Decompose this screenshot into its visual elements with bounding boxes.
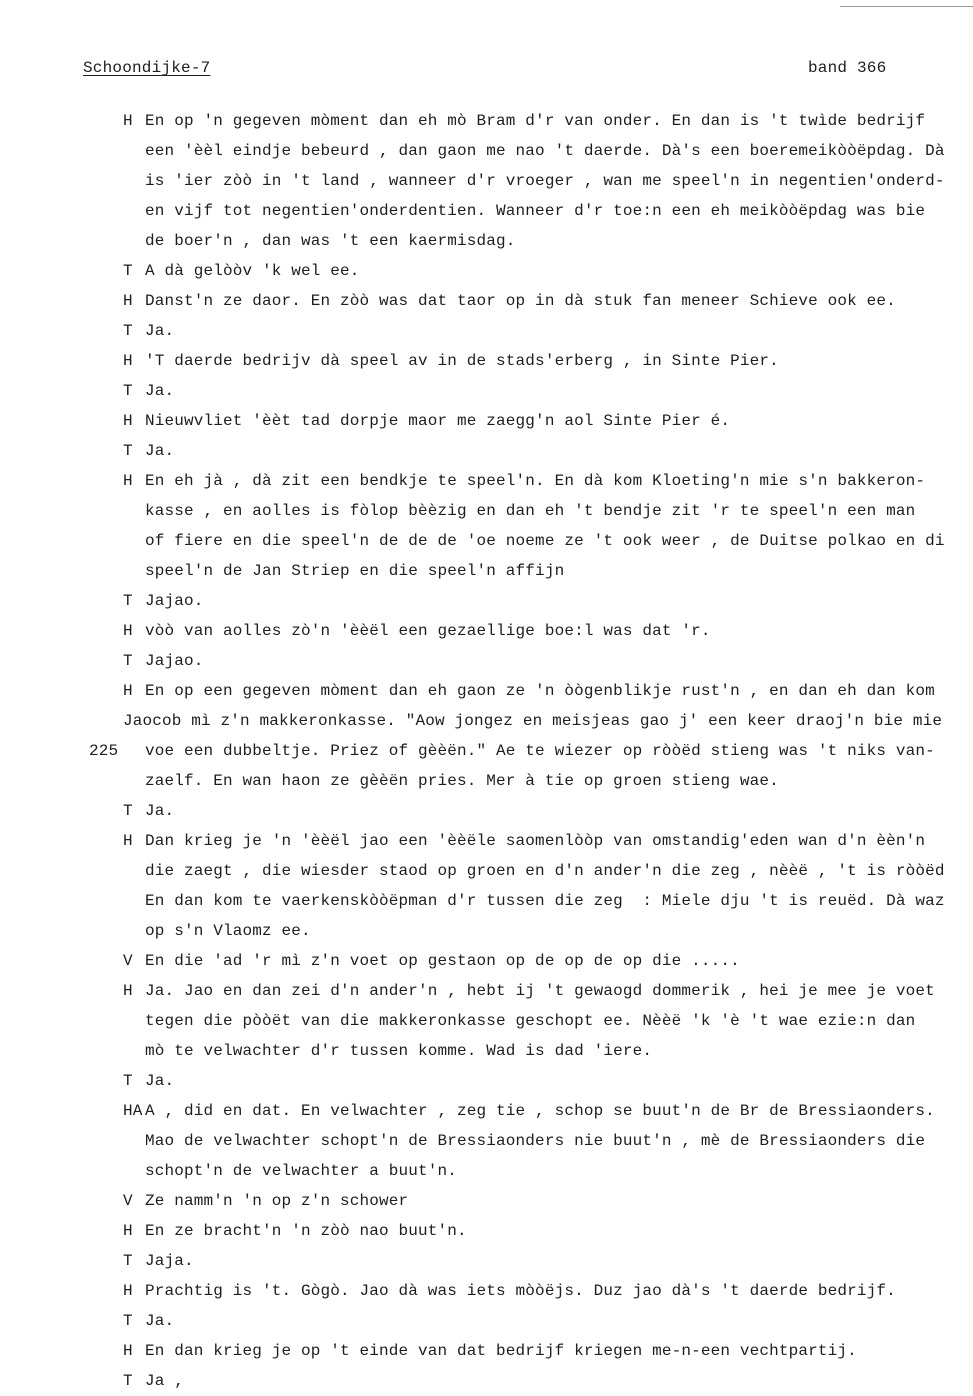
transcript-line <box>0 886 973 916</box>
transcript-line <box>0 946 973 976</box>
line-text: en vijf tot negentien'onderdentien. Wanneer d'r toe:n een eh meikòòëpdag was bie <box>145 202 926 220</box>
band-number: band 366 <box>808 59 887 77</box>
speaker-label: T <box>123 1072 133 1090</box>
transcript-line <box>0 616 973 646</box>
speaker-label: T <box>123 592 133 610</box>
transcript-body <box>0 106 973 1396</box>
transcript-line <box>0 796 973 826</box>
speaker-label: T <box>123 442 133 460</box>
transcript-line <box>0 736 973 766</box>
line-text: Ja. <box>145 802 175 820</box>
transcript-line <box>0 1126 973 1156</box>
transcript-line <box>0 1366 973 1396</box>
speaker-label: H <box>123 682 133 700</box>
line-text: die zaegt , die wiesder staod op groen en d'n ander'n die zeg , nèèë , 't is ròòëd <box>145 862 945 880</box>
transcript-line <box>0 1006 973 1036</box>
margin-line-number: 225 <box>89 742 119 760</box>
line-text: Jaja. <box>145 1252 194 1270</box>
transcript-line <box>0 256 973 286</box>
transcript-line <box>0 1156 973 1186</box>
line-text: Nieuwvliet 'èèt tad dorpje maor me zaegg'n aol Sinte Pier é. <box>145 412 731 430</box>
line-text: A , did en dat. En velwachter , zeg tie , schop se buut'n de Br de Bressiaonders. <box>145 1102 935 1120</box>
line-text: Ja. <box>145 322 175 340</box>
transcript-line <box>0 706 973 736</box>
line-text: schopt'n de velwachter a buut'n. <box>145 1162 458 1180</box>
line-text: Jajao. <box>145 652 204 670</box>
line-text: mò te velwachter d'r tussen komme. Wad is dad 'iere. <box>145 1042 653 1060</box>
speaker-label: T <box>123 802 133 820</box>
line-text: Ja. <box>145 1312 175 1330</box>
transcript-line <box>0 826 973 856</box>
speaker-label: H <box>123 472 133 490</box>
line-text: En op een gegeven mòment dan eh gaon ze 'n òògenblikje rust'n , en dan eh dan kom <box>145 682 935 700</box>
line-text: Dan krieg je 'n 'èèël jao een 'èèële saomenlòòp van omstandig'eden wan d'n èèn'n <box>145 832 926 850</box>
speaker-label: T <box>123 322 133 340</box>
line-text: Jajao. <box>145 592 204 610</box>
speaker-label: H <box>123 352 133 370</box>
transcript-line <box>0 136 973 166</box>
line-text: Ja. <box>145 382 175 400</box>
line-text: Jaocob mì z'n makkeronkasse. "Aow jongez en meisjeas gao j' een keer draoj'n bie mie <box>123 712 943 730</box>
speaker-label: H <box>123 622 133 640</box>
speaker-label: T <box>123 652 133 670</box>
transcript-line <box>0 1246 973 1276</box>
line-text: En op 'n gegeven mòment dan eh mò Bram d'r van onder. En dan is 't twìde bedrijf <box>145 112 926 130</box>
line-text: op s'n Vlaomz ee. <box>145 922 311 940</box>
speaker-label: T <box>123 262 133 280</box>
transcript-line <box>0 856 973 886</box>
transcript-line <box>0 976 973 1006</box>
transcript-line <box>0 436 973 466</box>
line-text: de boer'n , dan was 't een kaermisdag. <box>145 232 516 250</box>
line-text: Ze namm'n 'n op z'n schower <box>145 1192 409 1210</box>
transcript-line <box>0 106 973 136</box>
transcript-line <box>0 406 973 436</box>
line-text: Prachtig is 't. Gògò. Jao dà was iets mòòëjs. Duz jao dà's 't daerde bedrijf. <box>145 1282 896 1300</box>
line-text: tegen die pòòët van die makkeronkasse geschopt ee. Nèèë 'k 'è 't wae ezie:n dan <box>145 1012 916 1030</box>
line-text: Danst'n ze daor. En zòò was dat taor op in dà stuk fan meneer Schieve ook ee. <box>145 292 896 310</box>
transcript-line <box>0 376 973 406</box>
speaker-label: HA <box>123 1102 143 1120</box>
transcript-line <box>0 1036 973 1066</box>
line-text: 'T daerde bedrijv dà speel av in de stads'erberg , in Sinte Pier. <box>145 352 779 370</box>
line-text: Ja. Jao en dan zei d'n ander'n , hebt ij 't gewaogd dommerik , hei je mee je voet <box>145 982 935 1000</box>
line-text: En eh jà , dà zit een bendkje te speel'n. En dà kom Kloeting'n mie s'n bakkeron- <box>145 472 926 490</box>
transcript-line <box>0 1186 973 1216</box>
transcript-line <box>0 166 973 196</box>
transcript-line <box>0 1096 973 1126</box>
speaker-label: H <box>123 112 133 130</box>
transcript-line <box>0 1216 973 1246</box>
line-text: vòò van aolles zò'n 'èèël een gezaellige boe:l was dat 'r. <box>145 622 711 640</box>
line-text: Ja. <box>145 442 175 460</box>
transcript-line <box>0 346 973 376</box>
line-text: Ja , <box>145 1372 185 1390</box>
transcript-line <box>0 676 973 706</box>
speaker-label: T <box>123 382 133 400</box>
transcript-line <box>0 226 973 256</box>
transcript-line <box>0 466 973 496</box>
transcript-line <box>0 586 973 616</box>
transcript-line <box>0 1336 973 1366</box>
line-text: En dan kom te vaerkenskòòëpman d'r tussen die zeg : Miele dju 't is reuëd. Dà waz <box>145 892 945 910</box>
line-text: A dà gelòòv 'k wel ee. <box>145 262 360 280</box>
line-text: zaelf. En wan haon ze gèèën pries. Mer à tie op groen stieng wae. <box>145 772 779 790</box>
speaker-label: H <box>123 1222 133 1240</box>
line-text: of fiere en die speel'n de de de 'oe noeme ze 't ook weer , de Duitse polkao en di <box>145 532 945 550</box>
transcript-line <box>0 1306 973 1336</box>
line-text: En dan krieg je op 't einde van dat bedrijf kriegen me-n-een vechtpartij. <box>145 1342 857 1360</box>
transcript-line <box>0 286 973 316</box>
speaker-label: H <box>123 412 133 430</box>
speaker-label: H <box>123 832 133 850</box>
line-text: een 'èèl eindje bebeurd , dan gaon me nao 't daerde. Dà's een boeremeikòòëpdag. Dà <box>145 142 945 160</box>
transcript-line <box>0 196 973 226</box>
line-text: speel'n de Jan Striep en die speel'n affijn <box>145 562 565 580</box>
transcript-line <box>0 496 973 526</box>
transcript-line <box>0 646 973 676</box>
speaker-label: T <box>123 1252 133 1270</box>
line-text: voe een dubbeltje. Priez of gèèën." Ae te wiezer op ròòëd stieng was 't niks van- <box>145 742 935 760</box>
line-text: En ze bracht'n 'n zòò nao buut'n. <box>145 1222 467 1240</box>
transcript-line <box>0 316 973 346</box>
speaker-label: H <box>123 292 133 310</box>
speaker-label: V <box>123 952 133 970</box>
speaker-label: V <box>123 1192 133 1210</box>
line-text: is 'ier zòò in 't land , wanneer d'r vroeger , wan me speel'n in negentien'onderd- <box>145 172 945 190</box>
speaker-label: H <box>123 1342 133 1360</box>
line-text: Ja. <box>145 1072 175 1090</box>
line-text: Mao de velwachter schopt'n de Bressiaonders nie buut'n , mè de Bressiaonders die <box>145 1132 926 1150</box>
speaker-label: T <box>123 1372 133 1390</box>
transcript-line <box>0 916 973 946</box>
speaker-label: T <box>123 1312 133 1330</box>
transcript-line <box>0 556 973 586</box>
transcript-line <box>0 1066 973 1096</box>
transcript-line <box>0 526 973 556</box>
speaker-label: H <box>123 1282 133 1300</box>
scan-edge-line <box>840 6 973 7</box>
line-text: kasse , en aolles is fòlop bèèzig en dan eh 't bendje zit 'r te speel'n een man <box>145 502 916 520</box>
transcript-line <box>0 1276 973 1306</box>
transcript-line <box>0 766 973 796</box>
speaker-label: H <box>123 982 133 1000</box>
line-text: En die 'ad 'r mì z'n voet op gestaon op de op de op die ..... <box>145 952 740 970</box>
document-title: Schoondijke-7 <box>83 59 211 77</box>
